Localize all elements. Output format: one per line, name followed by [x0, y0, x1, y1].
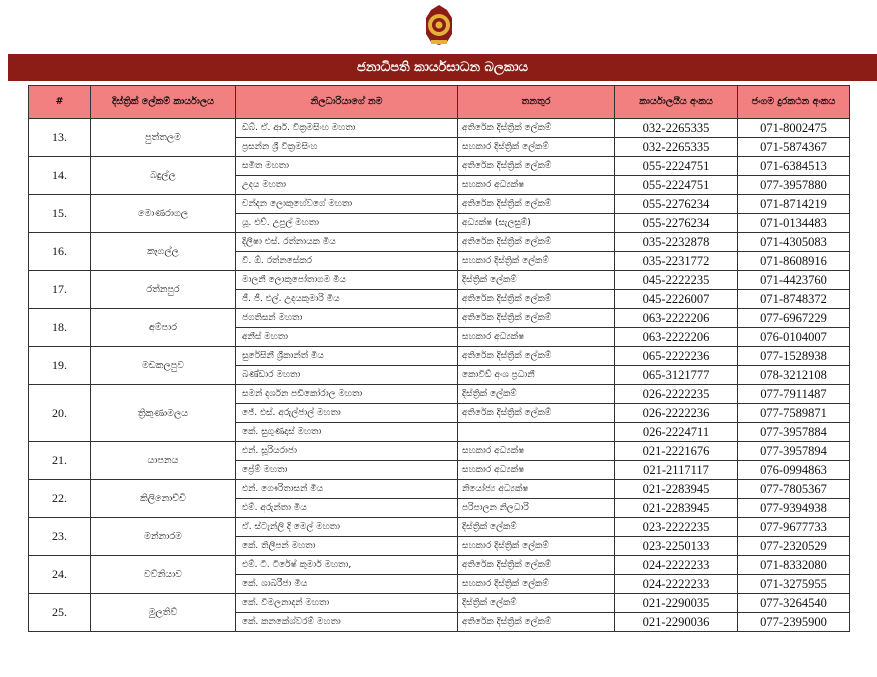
- officer-position: පරිපාලන නිලධාරි: [458, 499, 615, 518]
- officer-position: සහකාර අධ්‍යක්ෂ: [458, 442, 615, 461]
- officer-position: අතිරේක දිස්ත්‍රික් ලේකම්: [458, 556, 615, 575]
- table-row: [29, 157, 850, 176]
- officer-name: කේ. තිලීපන් මහතා: [236, 537, 458, 556]
- table-row: [29, 271, 850, 290]
- district-name: රත්නපුර: [91, 271, 236, 309]
- table-row: [29, 556, 850, 575]
- office-number: 021-2290035: [615, 594, 738, 613]
- office-number: 026-2222235: [615, 385, 738, 404]
- mobile-number: 071-6384513: [738, 157, 850, 176]
- mobile-number: 077-9394938: [738, 499, 850, 518]
- mobile-number: 071-0134483: [738, 214, 850, 233]
- district-name: මොණරාගල: [91, 195, 236, 233]
- office-number: 055-2276234: [615, 195, 738, 214]
- table-row: [29, 518, 850, 537]
- officer-position: දිස්ත්‍රික් ලේකම්: [458, 594, 615, 613]
- district-number: 16.: [29, 233, 91, 271]
- mobile-number: 071-8714219: [738, 195, 850, 214]
- officer-name: යූ. එච්. උපුල් මහතා: [236, 214, 458, 233]
- officer-position: කොවිඩ් අංශ ප්‍රධානී: [458, 366, 615, 385]
- mobile-number: 077-3957894: [738, 442, 850, 461]
- table-body: [29, 119, 850, 632]
- mobile-number: 077-7589871: [738, 404, 850, 423]
- officer-position: අතිරේක දිස්ත්‍රික් ලේකම්: [458, 233, 615, 252]
- office-number: 055-2224751: [615, 176, 738, 195]
- officer-name: එම්. ටී. ටිරේෂ් කුමාර් මහතා,: [236, 556, 458, 575]
- officer-name: කේ. ශාබරීජා මිය: [236, 575, 458, 594]
- district-number: 20.: [29, 385, 91, 442]
- district-name: පුත්තලම: [91, 119, 236, 157]
- officer-name: ඩබ්. ඒ. ආර්. වික්‍රමසිංහ මහතා: [236, 119, 458, 138]
- district-name: යාපනය: [91, 442, 236, 480]
- mobile-number: 071-4423760: [738, 271, 850, 290]
- officer-position: නියෝජ්‍ය අධ්‍යක්ෂ: [458, 480, 615, 499]
- officer-position: සහකාර දිස්ත්‍රික් ලේකම්: [458, 537, 615, 556]
- table-row: [29, 385, 850, 404]
- office-number: 026-2222236: [615, 404, 738, 423]
- officer-position: දිස්ත්‍රික් ලේකම්: [458, 518, 615, 537]
- mobile-number: 071-8002475: [738, 119, 850, 138]
- table-row: [29, 119, 850, 138]
- officer-name: කේ. විමලනාදන් මහතා: [236, 594, 458, 613]
- office-number: 023-2222235: [615, 518, 738, 537]
- officer-position: අතිරේක දිස්ත්‍රික් ලේකම්: [458, 309, 615, 328]
- officer-name: වී. ඕ. රත්නසේකර: [236, 252, 458, 271]
- mobile-number: 077-7805367: [738, 480, 850, 499]
- mobile-number: 071-4305083: [738, 233, 850, 252]
- header-mobile-number: ජංගම දුරකථන අංකය: [738, 86, 850, 119]
- office-number: 032-2265335: [615, 119, 738, 138]
- officer-name: දිලීෂා එස්. රත්නායක මිය: [236, 233, 458, 252]
- officer-position: සහකාර අධ්‍යක්ෂ: [458, 328, 615, 347]
- officer-position: අතිරේක දිස්ත්‍රික් ලේකම්: [458, 347, 615, 366]
- office-number: 026-2224711: [615, 423, 738, 442]
- district-name: මුලතිව්: [91, 594, 236, 632]
- officer-position: සහකාර අධ්‍යක්ෂ: [458, 461, 615, 480]
- table-row: [29, 195, 850, 214]
- officer-name: සමන් දර්ශන පඩිකෝරාල මහතා: [236, 385, 458, 404]
- officer-name: එන්. ගෞරිතාසන් මිය: [236, 480, 458, 499]
- district-name: ත්‍රිකුණාමලය: [91, 385, 236, 442]
- table-row: [29, 442, 850, 461]
- office-number: 065-2222236: [615, 347, 738, 366]
- office-number: 021-2290036: [615, 613, 738, 632]
- officer-name: එන්. සූරියරාජා: [236, 442, 458, 461]
- office-number: 063-2222206: [615, 309, 738, 328]
- officer-name: සුරේසිනී ශ්‍රීකාන්ත් මිය: [236, 347, 458, 366]
- officer-position: සහකාර දිස්ත්‍රික් ලේකම්: [458, 138, 615, 157]
- officer-name: මාලනී ලොකුපෝතාගම මිය: [236, 271, 458, 290]
- mobile-number: 076-0104007: [738, 328, 850, 347]
- table-row: [29, 347, 850, 366]
- mobile-number: 077-2320529: [738, 537, 850, 556]
- mobile-number: 077-1528938: [738, 347, 850, 366]
- district-name: මන්නාරම: [91, 518, 236, 556]
- officer-position: අතිරේක දිස්ත්‍රික් ලේකම්: [458, 195, 615, 214]
- officer-position: අතිරේක දිස්ත්‍රික් ලේකම්: [458, 290, 615, 309]
- office-number: 045-2226007: [615, 290, 738, 309]
- table-header-row: [29, 86, 850, 119]
- district-number: 25.: [29, 594, 91, 632]
- office-number: 021-2283945: [615, 499, 738, 518]
- officer-name: කේ. කනකේශ්වරම් මහතා: [236, 613, 458, 632]
- officer-position: [458, 423, 615, 442]
- officer-name: ප්‍රසන්න ශ්‍රී වික්‍රමසිංහ: [236, 138, 458, 157]
- mobile-number: 071-3275955: [738, 575, 850, 594]
- header-district-office: දිස්ත්‍රික් ලේකම් කාර්යාලය: [91, 86, 236, 119]
- officer-name: ජගතිසන් මහතා: [236, 309, 458, 328]
- mobile-number: 077-7911487: [738, 385, 850, 404]
- office-number: 024-2222233: [615, 575, 738, 594]
- office-number: 035-2232878: [615, 233, 738, 252]
- mobile-number: 077-2395900: [738, 613, 850, 632]
- district-name: කිලිනොච්චි: [91, 480, 236, 518]
- officer-position: අධ්‍යක්ෂ (සැලසුම්): [458, 214, 615, 233]
- officer-position: සහකාර දිස්ත්‍රික් ලේකම්: [458, 575, 615, 594]
- mobile-number: 071-8748372: [738, 290, 850, 309]
- officer-position: සහකාර දිස්ත්‍රික් ලේකම්: [458, 252, 615, 271]
- officer-name: ජී. ජී. එල්. උදයකුමාරි මිය: [236, 290, 458, 309]
- contact-table: [28, 85, 850, 632]
- district-number: 13.: [29, 119, 91, 157]
- officer-name: ජේ. එස්. අරුල්ජාල් මහතා: [236, 404, 458, 423]
- table-row: [29, 480, 850, 499]
- district-name: වව්නියාව: [91, 556, 236, 594]
- table-row: [29, 309, 850, 328]
- officer-name: අනීස් මහතා: [236, 328, 458, 347]
- officer-name: උදය මහතා: [236, 176, 458, 195]
- mobile-number: 071-8332080: [738, 556, 850, 575]
- officer-position: අතිරේක දිස්ත්‍රික් ලේකම්: [458, 157, 615, 176]
- officer-position: දිස්ත්‍රික් ලේකම්: [458, 385, 615, 404]
- officer-name: සමිත මහතා: [236, 157, 458, 176]
- mobile-number: 071-5874367: [738, 138, 850, 157]
- mobile-number: 071-8608916: [738, 252, 850, 271]
- office-number: 023-2250133: [615, 537, 738, 556]
- table-row: [29, 233, 850, 252]
- header-num: #: [29, 86, 91, 119]
- header-office-number: කාර්යාලයීය අංකය: [615, 86, 738, 119]
- district-number: 17.: [29, 271, 91, 309]
- office-number: 021-2283945: [615, 480, 738, 499]
- district-number: 19.: [29, 347, 91, 385]
- header-officer-name: නිලධාරියාගේ නම: [236, 86, 458, 119]
- office-number: 065-3121777: [615, 366, 738, 385]
- table-row: [29, 594, 850, 613]
- district-number: 21.: [29, 442, 91, 480]
- officer-position: සහකාර අධ්‍යක්ෂ: [458, 176, 615, 195]
- office-number: 035-2231772: [615, 252, 738, 271]
- district-number: 24.: [29, 556, 91, 594]
- office-number: 055-2224751: [615, 157, 738, 176]
- mobile-number: 076-0994863: [738, 461, 850, 480]
- header-position: තනතුර: [458, 86, 615, 119]
- officer-name: බණ්ඩාර මහතා: [236, 366, 458, 385]
- office-number: 055-2276234: [615, 214, 738, 233]
- officer-position: අතිරේක දිස්ත්‍රික් ලේකම්: [458, 119, 615, 138]
- office-number: 021-2221676: [615, 442, 738, 461]
- officer-position: අතිරේක දිස්ත්‍රික් ලේකම්: [458, 404, 615, 423]
- mobile-number: 077-3957884: [738, 423, 850, 442]
- page-banner-title: ජනාධිපති කාර්යසාධන බලකාය: [8, 54, 877, 81]
- officer-position: දිස්ත්‍රික් ලේකම්: [458, 271, 615, 290]
- district-name: කෑගල්ල: [91, 233, 236, 271]
- mobile-number: 077-3264540: [738, 594, 850, 613]
- mobile-number: 077-3957880: [738, 176, 850, 195]
- officer-position: අතිරේක දිස්ත්‍රික් ලේකම්: [458, 613, 615, 632]
- office-number: 021-2117117: [615, 461, 738, 480]
- office-number: 024-2222233: [615, 556, 738, 575]
- district-name: මඩකලපුව: [91, 347, 236, 385]
- district-number: 14.: [29, 157, 91, 195]
- district-number: 22.: [29, 480, 91, 518]
- mobile-number: 077-6967229: [738, 309, 850, 328]
- mobile-number: 077-9677733: [738, 518, 850, 537]
- district-name: අම්පාර: [91, 309, 236, 347]
- national-emblem-icon: [423, 4, 455, 46]
- district-number: 15.: [29, 195, 91, 233]
- officer-name: එම්. අරුන්තා මිය: [236, 499, 458, 518]
- district-number: 23.: [29, 518, 91, 556]
- officer-name: කේ. සුගුණදාස් මහතා: [236, 423, 458, 442]
- officer-name: ඒ. ස්ටැන්ලි දි මෙල් මහතා: [236, 518, 458, 537]
- office-number: 032-2265335: [615, 138, 738, 157]
- officer-name: චන්දන ලොකුහේවගේ මහතා: [236, 195, 458, 214]
- officer-name: ප්‍රේම් මහතා: [236, 461, 458, 480]
- district-number: 18.: [29, 309, 91, 347]
- mobile-number: 078-3212108: [738, 366, 850, 385]
- district-name: බදුල්ල: [91, 157, 236, 195]
- office-number: 045-2222235: [615, 271, 738, 290]
- office-number: 063-2222206: [615, 328, 738, 347]
